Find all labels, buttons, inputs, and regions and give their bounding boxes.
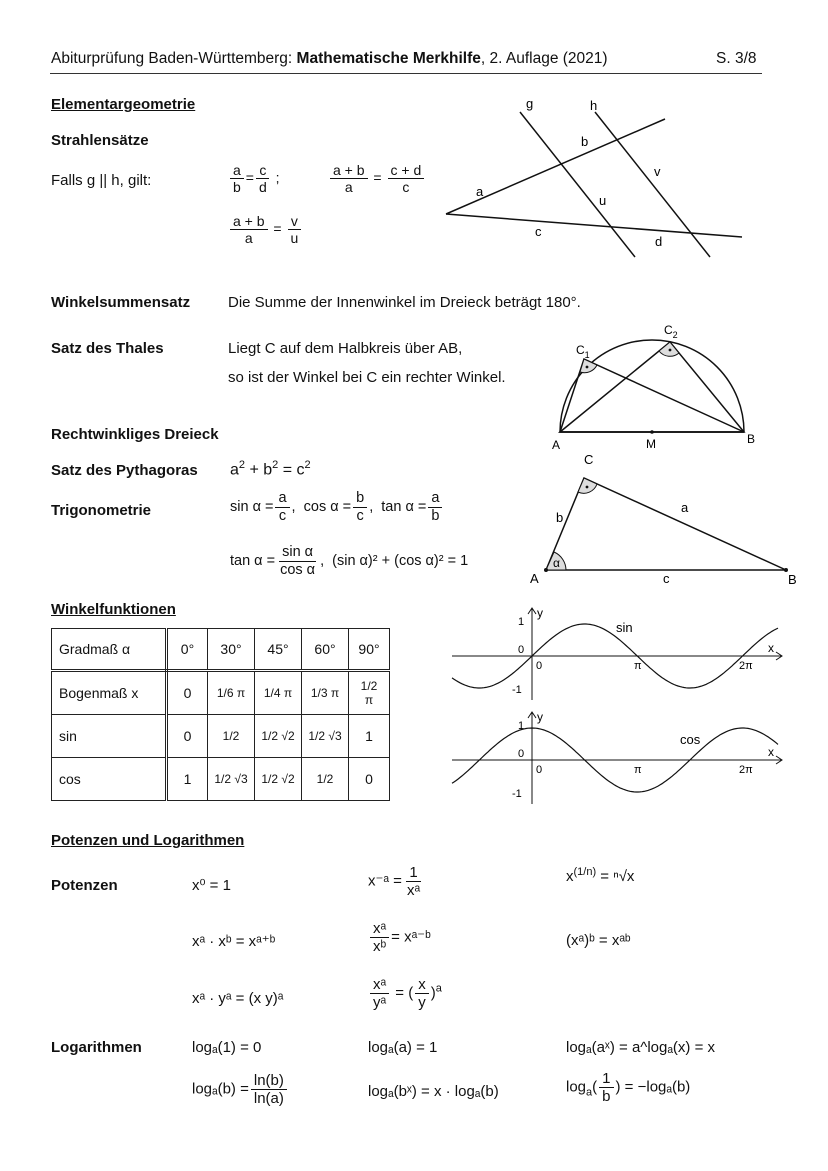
text-thales-line2: so ist der Winkel bei C ein rechter Winkel. bbox=[228, 369, 506, 386]
tick-origin: 0 bbox=[536, 660, 543, 672]
formula-p1: x⁰ = 1 bbox=[192, 877, 231, 894]
table-cell: 1 bbox=[349, 715, 390, 758]
label-satz-des-thales: Satz des Thales bbox=[51, 340, 164, 357]
table-cell: 1/2 √2 bbox=[255, 715, 302, 758]
label-logarithmen: Logarithmen bbox=[51, 1039, 142, 1056]
ray-c-d bbox=[446, 214, 742, 237]
label-x: x bbox=[768, 745, 774, 759]
table-cell: 0 bbox=[167, 671, 208, 715]
table-cell: 1/3 π bbox=[302, 671, 349, 715]
label-d: d bbox=[655, 234, 663, 249]
section-title-elementargeometrie: Elementargeometrie bbox=[51, 96, 196, 113]
table-cell: 30° bbox=[208, 629, 255, 671]
tick-0: 0 bbox=[518, 644, 525, 656]
table-cell: 90° bbox=[349, 629, 390, 671]
header-divider bbox=[50, 73, 762, 74]
table-row bbox=[52, 758, 390, 801]
label-C2: $C_2$ bbox=[664, 323, 678, 340]
table-row bbox=[52, 629, 390, 671]
formula-l2: logₐ(a) = 1 bbox=[368, 1039, 438, 1056]
table-cell: 1/2 √3 bbox=[208, 758, 255, 801]
formula-p4: xᵃ · xᵇ = xᵃ⁺ᵇ bbox=[192, 933, 276, 950]
table-cell: 1/2 √2 bbox=[255, 758, 302, 801]
label-v: v bbox=[654, 164, 661, 179]
label-c: c bbox=[663, 571, 670, 586]
formula-p7: xᵃ · yᵃ = (x y)ᵃ bbox=[192, 990, 284, 1007]
table-cell: 0 bbox=[167, 715, 208, 758]
label-h: h bbox=[590, 98, 598, 113]
point-A bbox=[544, 568, 548, 572]
curve-label-sin: sin bbox=[616, 620, 633, 635]
label-potenzen: Potenzen bbox=[51, 877, 118, 894]
table-cell: 0° bbox=[167, 629, 208, 671]
dot-C bbox=[586, 486, 589, 489]
table-cell: 1/2 bbox=[302, 758, 349, 801]
section-title-winkelfunktionen: Winkelfunktionen bbox=[51, 601, 176, 618]
tick-origin: 0 bbox=[536, 764, 543, 776]
dot-C2 bbox=[669, 349, 672, 352]
table-cell: 0 bbox=[349, 758, 390, 801]
tick-pi: π bbox=[634, 660, 642, 672]
label-trigonometrie: Trigonometrie bbox=[51, 502, 152, 519]
formula-l5: logₐ(bˣ) = x · logₐ(b) bbox=[368, 1083, 499, 1100]
formula-p8: $\frac{\text{xᵃ}}{\text{yᵃ}}$ = ( $\frac{x}{y}$ )$^a$ bbox=[368, 976, 442, 1012]
label-M: M bbox=[646, 437, 656, 451]
dot-C1 bbox=[586, 366, 589, 369]
label-x: x bbox=[768, 641, 774, 655]
table-cell: 45° bbox=[255, 629, 302, 671]
formula-strahlensatz-3: $\frac{a + b}{a}$ = $\frac{v}{u}$ bbox=[228, 213, 303, 246]
formula-p5: $\frac{\text{xᵃ}}{\text{xᵇ}}$ = xᵃ⁻ᵇ bbox=[368, 920, 431, 956]
label-strahlensaetze: Strahlensätze bbox=[51, 132, 149, 149]
tick-minus1: -1 bbox=[512, 788, 522, 800]
formula-l1: logₐ(1) = 0 bbox=[192, 1039, 262, 1056]
right-angle-C bbox=[578, 478, 597, 493]
tick-1: 1 bbox=[518, 720, 525, 732]
text-winkelsummensatz: Die Summe der Innenwinkel im Dreieck beträgt 180°. bbox=[228, 294, 581, 311]
thales-figure bbox=[540, 322, 770, 456]
tick-2pi: 2π bbox=[739, 660, 753, 672]
tick-minus1: -1 bbox=[512, 684, 522, 696]
label-c: c bbox=[535, 224, 542, 239]
label-u: u bbox=[599, 193, 607, 208]
label-alpha: α bbox=[553, 556, 560, 570]
table-cell: 1/4 π bbox=[255, 671, 302, 715]
formula-l3: logₐ(aˣ) = a^logₐ(x) = x bbox=[566, 1039, 716, 1056]
table-row bbox=[52, 715, 390, 758]
table-row-label: cos bbox=[52, 758, 167, 801]
table-row-label: Bogenmaß x bbox=[52, 671, 167, 715]
label-B: B bbox=[788, 572, 797, 587]
ray-a-b bbox=[446, 119, 665, 214]
label-rechtwinkliges-dreieck: Rechtwinkliges Dreieck bbox=[51, 426, 219, 443]
formula-p2: x⁻ᵃ = $\frac{1}{\text{xᵃ}}$ bbox=[368, 864, 421, 900]
label-A: A bbox=[530, 571, 539, 586]
label-b: b bbox=[556, 510, 564, 525]
strahlensatz-condition: Falls g || h, gilt: bbox=[51, 172, 152, 189]
label-A: A bbox=[552, 438, 561, 452]
label-b: b bbox=[581, 134, 589, 149]
label-a: a bbox=[681, 500, 689, 515]
label-y: y bbox=[537, 606, 543, 620]
label-satz-des-pythagoras: Satz des Pythagoras bbox=[51, 462, 198, 479]
page-header: Abiturprüfung Baden-Württemberg: Mathematische Merkhilfe, 2. Auflage (2021) bbox=[51, 50, 608, 67]
strahlensatz-figure bbox=[440, 92, 750, 262]
label-y: y bbox=[537, 710, 543, 724]
label-C: C bbox=[584, 452, 594, 467]
table-cell: 1 bbox=[167, 758, 208, 801]
formula-p3: $x^{(1/n)} = ^n√x$ bbox=[566, 866, 635, 885]
label-g: g bbox=[526, 96, 534, 111]
label-C1: $C_1$ bbox=[576, 343, 590, 360]
section-title-potenzen-logarithmen: Potenzen und Logarithmen bbox=[51, 832, 245, 849]
label-B: B bbox=[747, 432, 756, 446]
tick-pi: π bbox=[634, 764, 642, 776]
tick-1: 1 bbox=[518, 616, 525, 628]
sin-graph bbox=[448, 604, 788, 704]
table-row-label: Gradmaß α bbox=[52, 629, 167, 671]
winkelfunktionen-table bbox=[51, 628, 390, 801]
table-cell: 1/6 π bbox=[208, 671, 255, 715]
table-cell: 1/2 π bbox=[349, 671, 390, 715]
table-cell: 1/2 bbox=[208, 715, 255, 758]
formula-l6: $\log_a$( $\frac{1}{b}$ ) = −logₐ(b) bbox=[566, 1070, 691, 1106]
page-number: S. 3/8 bbox=[716, 50, 757, 67]
formula-l4: logₐ(b) = $\frac{\ln(b)}{\ln(a)}$ bbox=[192, 1072, 289, 1108]
table-row bbox=[52, 671, 390, 715]
text-thales-line1: Liegt C auf dem Halbkreis über AB, bbox=[228, 340, 463, 357]
tick-2pi: 2π bbox=[739, 764, 753, 776]
curve-label-cos: cos bbox=[680, 732, 701, 747]
formula-strahlensatz-1: $\frac{a}{b}$ = $\frac{c}{d}$ ; bbox=[228, 162, 280, 195]
formula-tan-ident: tan α = $\frac{\text{sin α}}{\text{cos α}}$ , (sin α)² + (cos α)² = 1 bbox=[230, 544, 469, 578]
label-a: a bbox=[476, 184, 484, 199]
line-h bbox=[595, 112, 710, 257]
table-row-label: sin bbox=[52, 715, 167, 758]
cos-graph bbox=[448, 708, 788, 808]
label-winkelsummensatz: Winkelsummensatz bbox=[51, 294, 191, 311]
midpoint-M bbox=[650, 430, 654, 434]
table-cell: 60° bbox=[302, 629, 349, 671]
formula-p6: (xᵃ)ᵇ = xᵃᵇ bbox=[566, 932, 631, 949]
formula-pythagoras: $a^2 + b^2 = c^2$ bbox=[230, 459, 311, 479]
formula-strahlensatz-2: $\frac{a + b}{a}$ = $\frac{c + d}{c}$ bbox=[328, 162, 426, 195]
table-cell: 1/2 √3 bbox=[302, 715, 349, 758]
right-triangle-figure bbox=[526, 450, 806, 590]
formula-sin-cos-tan: sin α = $\frac{a}{c}$ , cos α = $\frac{b}{c}$ , tan α = $\frac{a}{b}$ bbox=[230, 490, 444, 524]
tick-0: 0 bbox=[518, 748, 525, 760]
